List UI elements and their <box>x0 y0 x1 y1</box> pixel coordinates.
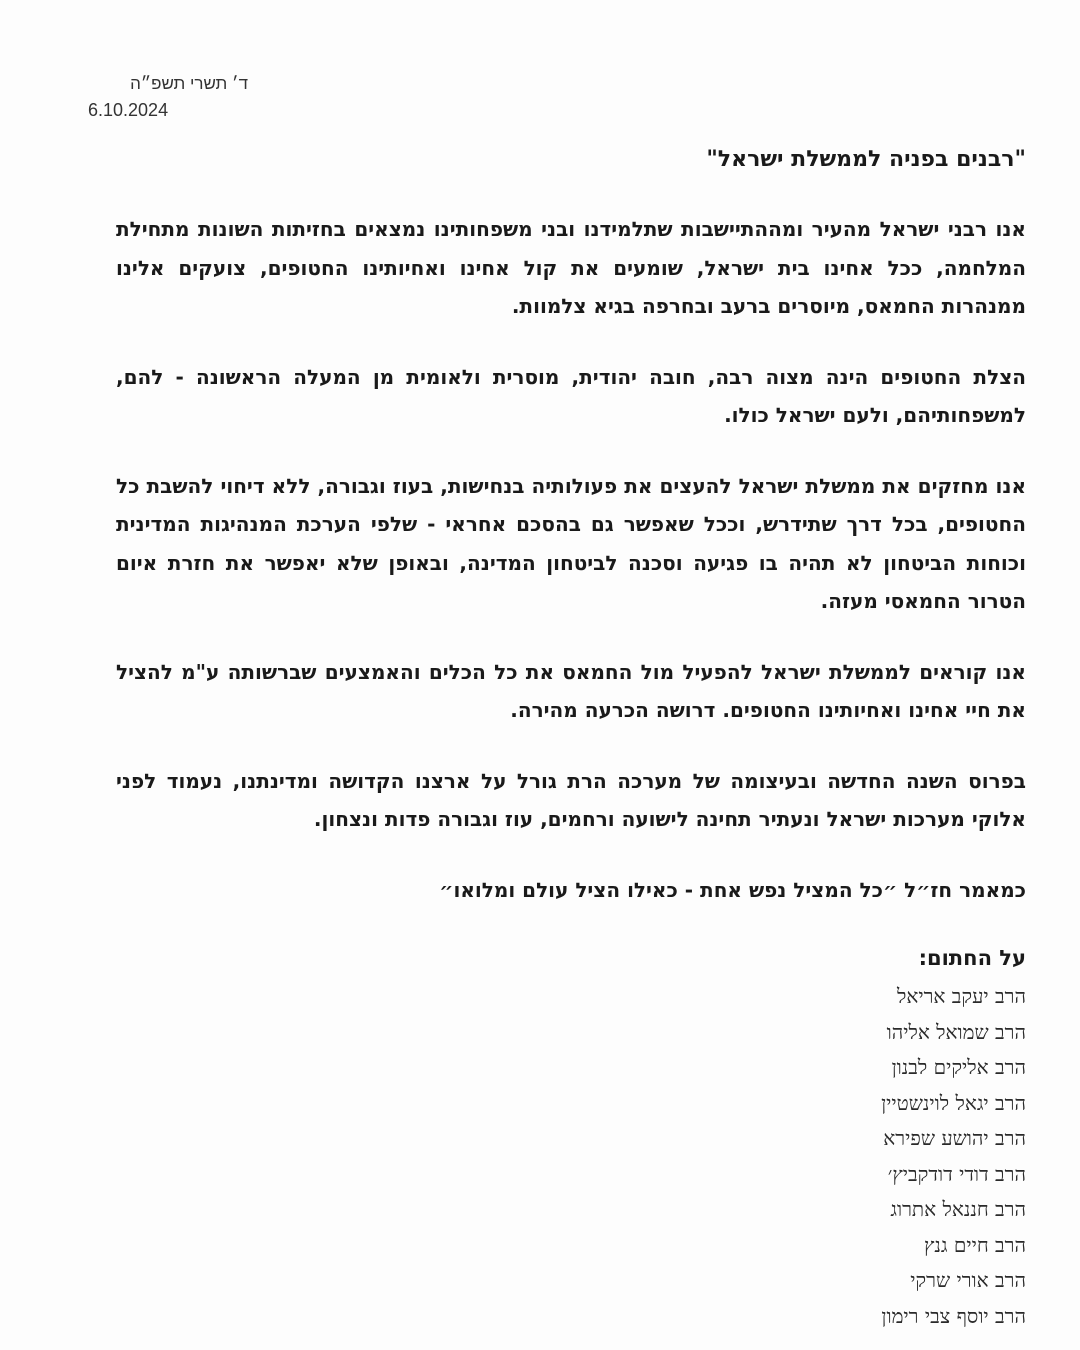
paragraph-4: אנו קוראים לממשלת ישראל להפעיל מול החמאס את כל הכלים והאמצעים שברשותה ע"מ להציל את חיי אחינו ואחיותינו החטופים. דרושה הכרעה מהירה. <box>116 659 1026 722</box>
date-block <box>88 70 248 124</box>
letter-body <box>116 140 1026 1334</box>
signatories-list <box>116 979 1026 1334</box>
signatory: הרב חננאל אתרוג <box>890 1197 1026 1221</box>
paragraph-5: בפרוס השנה החדשה ובעיצומה של מערכה הרת גורל על ארצנו הקדושה ומדינתנו, נעמוד לפני אלוקי מערכות ישראל ונעתיר תחינה לישועה ורחמים, עוז וגבורה פדות ונצחון. <box>116 768 1026 831</box>
signatory: הרב יגאל לוינשטיין <box>881 1090 1026 1115</box>
signatory: הרב יוסף צבי רימון <box>881 1303 1026 1328</box>
signatures-heading: על החתום: <box>918 946 1026 970</box>
paragraph-3: אנו מחזקים את ממשלת ישראל להעצים את פעולותיה בנחישות, בעוז וגבורה, ללא דיחוי להשבת כל החטופים, בכל דרך שתידרש, וככל שאפשר גם בהסכם אחראי - שלפי הערכת המנהיגות המדינית וכוחות הביטחון לא תהיה בו פגיעה וסכנה לביטחון המדינה, ובאופן שלא יאפשר את חזרת איום הטרור החמאסי מעזה. <box>116 473 1026 613</box>
signatory: הרב יעקב אריאל <box>896 984 1026 1008</box>
signatory: הרב שמואל אליהו <box>886 1019 1026 1044</box>
signatory: הרב אורי שרקי <box>910 1268 1026 1292</box>
gregorian-date: 6.10.2024 <box>88 100 169 120</box>
letter-title: "רבנים בפניה לממשלת ישראל" <box>706 147 1026 172</box>
signatory: הרב חיים גנץ <box>923 1232 1026 1257</box>
quote-paragraph: כמאמר חז״ל ״כל המציל נפש אחת - כאילו הציל עולם ומלואו״ <box>439 877 1026 902</box>
paragraph-2: הצלת החטופים הינה מצוה רבה, חובה יהודית, מוסרית ולאומית מן המעלה הראשונה - להם, למשפחותיהם, ולעם ישראל כולו. <box>116 364 1026 427</box>
signatory: הרב יהושע שפירא <box>883 1126 1026 1150</box>
hebrew-date: ד׳ תשרי תשפ״ה <box>130 74 248 93</box>
paragraph-1: אנו רבני ישראל מהעיר ומההתיישבות שתלמידנו ובני משפחותינו נמצאים בחזיתות השונות מתחילת המלחמה, ככל אחינו בית ישראל, שומעים את קול אחינו ואחיותינו החטופים, צועקים אלינו ממנהרות החמאס, מיוסרים ברעב ובחרפה בגיא צלמוות. <box>116 217 1026 318</box>
signatory: הרב אליקים לבנון <box>891 1055 1026 1079</box>
signatory: הרב דודי דודקביץ׳ <box>887 1161 1026 1186</box>
